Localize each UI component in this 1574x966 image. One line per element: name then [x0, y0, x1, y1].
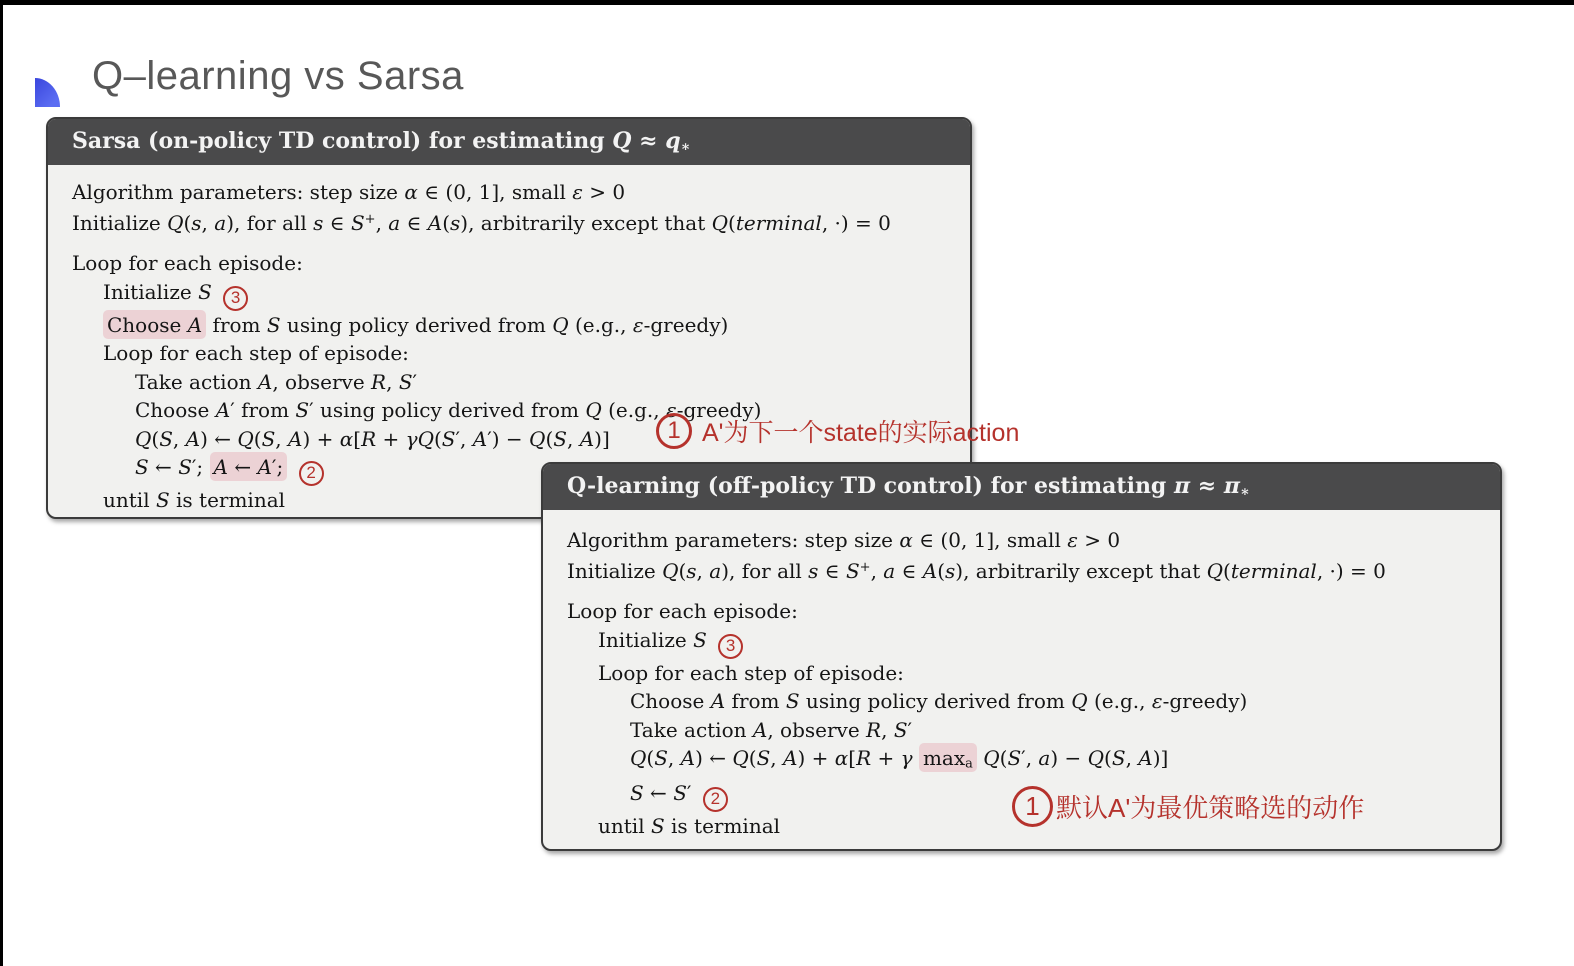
text-segment: ∈	[818, 559, 846, 584]
sarsa-algorithm-box	[46, 117, 972, 519]
text-segment: ,	[172, 426, 186, 451]
text-segment: > 0	[582, 179, 626, 204]
text-segment: S	[135, 455, 149, 479]
algorithm-line	[567, 687, 1476, 716]
text-segment: Q	[585, 398, 602, 422]
text-segment: Q	[552, 312, 569, 337]
text-segment: Loop for each episode:	[567, 599, 798, 623]
text-segment: ,	[667, 746, 681, 770]
highlight	[103, 310, 206, 339]
text-segment: S	[441, 426, 456, 451]
text-segment: ε	[1151, 689, 1163, 713]
text-segment: Q	[711, 211, 729, 236]
text-segment: (	[433, 426, 442, 451]
text-segment: Q	[1071, 689, 1088, 713]
text-segment: ), arbitrarily except that	[460, 211, 712, 236]
text-segment: s	[313, 211, 324, 236]
frame-left-edge	[0, 0, 3, 966]
text-segment: Q	[1087, 746, 1105, 770]
algorithm-line	[72, 278, 946, 311]
text-segment: ), for all	[226, 211, 314, 236]
text-segment: Q	[135, 426, 152, 451]
text-segment: ε	[572, 179, 583, 204]
text-segment: A	[472, 426, 488, 451]
text-segment: S	[159, 426, 173, 451]
text-segment: Q	[630, 746, 647, 770]
annotation-qlearning-note	[1012, 786, 1364, 827]
text-segment: ∈ (0, 1], small	[912, 527, 1068, 552]
text-segment: ∈	[400, 211, 428, 236]
text-segment: Take action	[135, 369, 258, 394]
algorithm-line	[72, 178, 946, 207]
text-segment: until	[598, 814, 651, 839]
text-segment: ,	[275, 426, 289, 451]
text-segment: s	[191, 211, 202, 236]
algorithm-line	[567, 744, 1476, 779]
circled-number: 3	[223, 286, 248, 311]
text-segment: A	[288, 426, 303, 451]
algorithm-line	[567, 659, 1476, 688]
text-segment: A	[579, 426, 595, 451]
text-segment: γQ	[405, 426, 434, 451]
frame-top-edge	[0, 0, 1574, 5]
text-segment: Choose	[135, 398, 216, 422]
text-segment	[287, 455, 293, 479]
text-segment: is terminal	[169, 488, 286, 512]
text-segment: (	[545, 426, 554, 451]
text-segment: ,	[566, 426, 580, 451]
text-segment: Loop for each step of episode:	[103, 341, 409, 365]
text-segment: )]	[594, 426, 610, 451]
annotation-sarsa-note	[656, 413, 1019, 449]
text-segment: S	[756, 746, 771, 770]
text-segment: a	[965, 756, 973, 772]
text-segment: A	[187, 312, 203, 337]
text-segment: S	[155, 488, 170, 512]
text-segment: ′ using policy derived from	[309, 398, 586, 422]
text-segment: (e.g.,	[568, 312, 633, 337]
text-segment: [	[353, 426, 362, 451]
text-segment: a	[388, 211, 401, 236]
text-segment: Choose	[630, 689, 711, 713]
text-segment: Q	[237, 426, 254, 451]
text-segment: )]	[1152, 746, 1169, 770]
text-segment: -greedy)	[643, 312, 729, 337]
text-segment: S	[693, 627, 707, 652]
text-segment: (	[1223, 559, 1231, 584]
text-segment: S	[198, 279, 212, 304]
text-segment: Q	[732, 746, 749, 770]
text-segment: S	[350, 211, 365, 236]
text-segment: Loop for each step of episode:	[598, 660, 904, 685]
text-segment: A	[257, 455, 272, 479]
text-segment: +	[364, 212, 376, 228]
text-segment: (	[728, 211, 736, 236]
text-segment: s	[686, 559, 697, 584]
text-segment: (	[678, 559, 687, 584]
text-segment: Initialize	[103, 279, 199, 304]
highlight	[210, 452, 288, 481]
text-segment: S	[654, 746, 668, 770]
text-segment: max	[922, 746, 966, 770]
text-segment: ,	[770, 746, 784, 770]
algorithm-line	[72, 339, 946, 368]
text-segment: S	[1111, 746, 1126, 770]
text-segment: Q	[612, 128, 632, 154]
text-segment: α	[339, 426, 354, 451]
text-segment	[707, 628, 713, 652]
text-segment: ′;	[271, 455, 284, 479]
text-segment: α	[404, 179, 418, 204]
text-segment: π	[1173, 473, 1191, 499]
text-segment: ′	[412, 369, 418, 394]
text-segment: γ	[900, 746, 913, 770]
text-segment: ,	[201, 211, 215, 236]
text-segment: S	[845, 559, 860, 584]
text-segment: A	[710, 689, 726, 713]
text-segment: S	[1007, 746, 1022, 770]
text-segment: A	[215, 398, 231, 422]
text-segment: from	[725, 689, 786, 713]
text-segment: S	[553, 426, 567, 451]
text-segment: A	[922, 559, 938, 584]
algorithm-line	[567, 554, 1476, 586]
text-segment: A	[783, 746, 798, 770]
text-segment: ≈	[1190, 473, 1224, 499]
text-segment: α	[899, 527, 913, 552]
text-segment: a	[883, 559, 896, 584]
text-segment: ) +	[797, 746, 835, 770]
text-segment: ,	[375, 211, 389, 236]
text-segment: ∗	[680, 138, 691, 155]
text-segment: (	[151, 426, 160, 451]
text-segment: [	[848, 746, 857, 770]
text-segment: ′) −	[487, 426, 530, 451]
text-segment: is terminal	[664, 814, 781, 839]
text-segment: R	[361, 426, 377, 451]
text-segment: ←	[227, 455, 258, 479]
text-segment: s	[945, 559, 956, 584]
text-segment: Take action	[630, 717, 753, 742]
text-segment: A	[1138, 746, 1153, 770]
text-segment: S	[261, 426, 276, 451]
text-segment: s	[450, 211, 461, 236]
text-segment: A	[752, 717, 768, 742]
text-segment: S	[650, 814, 665, 839]
text-segment: -greedy)	[676, 398, 762, 422]
text-segment: , ·) = 0	[821, 211, 891, 236]
text-segment: ,	[881, 717, 894, 742]
text-segment: ′,	[1021, 746, 1039, 770]
text-segment: R	[856, 746, 872, 770]
text-segment: using policy derived from	[799, 689, 1072, 713]
text-segment: A	[185, 426, 201, 451]
text-segment: Q-learning (off-policy TD control) for estimating	[567, 473, 1174, 499]
text-segment: (	[999, 746, 1008, 770]
text-segment: ′,	[455, 426, 473, 451]
text-segment: Q	[167, 211, 184, 236]
algorithm-line	[567, 626, 1476, 659]
text-segment: Sarsa (on-policy TD control) for estimating	[72, 128, 613, 154]
text-segment: S	[266, 312, 281, 337]
text-segment: ←	[643, 781, 674, 806]
text-segment: Algorithm parameters: step size	[72, 179, 405, 204]
text-segment: ′	[686, 781, 698, 806]
text-segment: q	[665, 128, 681, 154]
text-segment: ∈	[323, 211, 351, 236]
text-segment: ′	[907, 717, 913, 742]
text-segment: α	[834, 746, 849, 770]
text-segment: ,	[696, 559, 710, 584]
annotation-text: 默认A'为最优策略选的动作	[1056, 793, 1365, 823]
text-segment: ∈	[895, 559, 923, 584]
circled-number-icon: 1	[656, 413, 692, 449]
text-segment: using policy derived from	[280, 312, 553, 337]
text-segment: , ·) = 0	[1316, 559, 1386, 584]
text-segment: Q	[1206, 559, 1224, 584]
text-segment: S	[630, 781, 644, 806]
text-segment: (	[646, 746, 655, 770]
slide-title: Q–learning vs Sarsa	[92, 54, 464, 98]
circled-number-icon: 1	[1012, 786, 1053, 827]
circled-number: 2	[703, 787, 728, 812]
text-segment: R	[371, 369, 387, 394]
text-segment: Initialize	[567, 559, 663, 584]
text-segment: +	[859, 560, 871, 576]
algorithm-line	[567, 597, 1476, 626]
text-segment: R	[866, 717, 882, 742]
algorithm-line	[567, 526, 1476, 555]
algorithm-line	[72, 311, 946, 340]
text-segment: (	[1104, 746, 1112, 770]
circled-number: 2	[299, 461, 324, 486]
text-segment: from	[206, 312, 267, 337]
text-segment: ε	[1067, 527, 1078, 552]
circled-number: 3	[718, 634, 743, 659]
text-segment: s	[808, 559, 819, 584]
text-segment: a	[709, 559, 722, 584]
text-segment: A	[427, 211, 443, 236]
text-segment: ,	[1125, 746, 1139, 770]
text-segment: ′;	[191, 455, 210, 479]
text-segment: S	[295, 398, 310, 422]
text-segment: ), arbitrarily except that	[955, 559, 1207, 584]
qlearning-box-header	[543, 464, 1500, 510]
text-segment: ), for all	[721, 559, 809, 584]
text-segment: (e.g.,	[1087, 689, 1152, 713]
title-accent-shape	[35, 78, 60, 107]
text-segment: Q	[983, 746, 1000, 770]
algorithm-line	[72, 206, 946, 238]
text-segment: ′ from	[230, 398, 296, 422]
text-segment: > 0	[1077, 527, 1121, 552]
text-segment: (e.g.,	[601, 398, 666, 422]
text-segment: S	[785, 689, 800, 713]
highlight	[919, 743, 977, 772]
text-segment: +	[376, 426, 406, 451]
text-segment: +	[871, 746, 901, 770]
text-segment: , observe	[272, 369, 372, 394]
text-segment: ) ←	[695, 746, 733, 770]
text-segment: ε	[665, 398, 677, 422]
text-segment: A	[680, 746, 696, 770]
text-segment: ←	[148, 455, 179, 479]
algorithm-line	[72, 249, 946, 278]
text-segment: terminal	[1230, 559, 1317, 584]
text-segment	[913, 746, 919, 770]
algorithm-line	[567, 716, 1476, 745]
text-segment: ∗	[1239, 483, 1250, 500]
text-segment: S	[893, 717, 908, 742]
text-segment: Q	[529, 426, 546, 451]
text-segment: ) ←	[200, 426, 238, 451]
text-segment: until	[103, 488, 156, 512]
text-segment: ≈	[631, 128, 666, 154]
text-segment: S	[673, 781, 687, 806]
text-segment: Initialize	[72, 211, 168, 236]
text-segment: ,	[386, 369, 399, 394]
text-segment: (	[442, 211, 451, 236]
text-segment: Initialize	[598, 627, 694, 652]
text-segment: ) +	[302, 426, 340, 451]
text-segment: Loop for each episode:	[72, 251, 303, 275]
text-segment: -greedy)	[1162, 689, 1248, 713]
text-segment: S	[178, 455, 192, 479]
annotation-text: A'为下一个state的实际action	[702, 419, 1020, 447]
text-segment: (	[748, 746, 757, 770]
text-segment: ε	[632, 312, 644, 337]
text-segment: a	[1038, 746, 1051, 770]
text-segment: ,	[870, 559, 884, 584]
text-segment: (	[937, 559, 946, 584]
text-segment: Algorithm parameters: step size	[567, 527, 900, 552]
text-segment: π	[1223, 473, 1240, 499]
text-segment: Q	[662, 559, 679, 584]
text-segment: , observe	[767, 717, 867, 742]
text-segment: Choose	[107, 312, 188, 337]
text-segment: (	[253, 426, 262, 451]
text-segment: a	[214, 211, 227, 236]
text-segment: ) −	[1050, 746, 1088, 770]
text-segment: ∈ (0, 1], small	[417, 179, 573, 204]
sarsa-box-header	[48, 119, 970, 165]
text-segment: A	[213, 455, 228, 479]
text-segment: terminal	[735, 211, 822, 236]
text-segment: S	[398, 369, 413, 394]
algorithm-line	[72, 368, 946, 397]
text-segment	[212, 280, 218, 304]
text-segment: A	[257, 369, 273, 394]
text-segment: (	[183, 211, 192, 236]
